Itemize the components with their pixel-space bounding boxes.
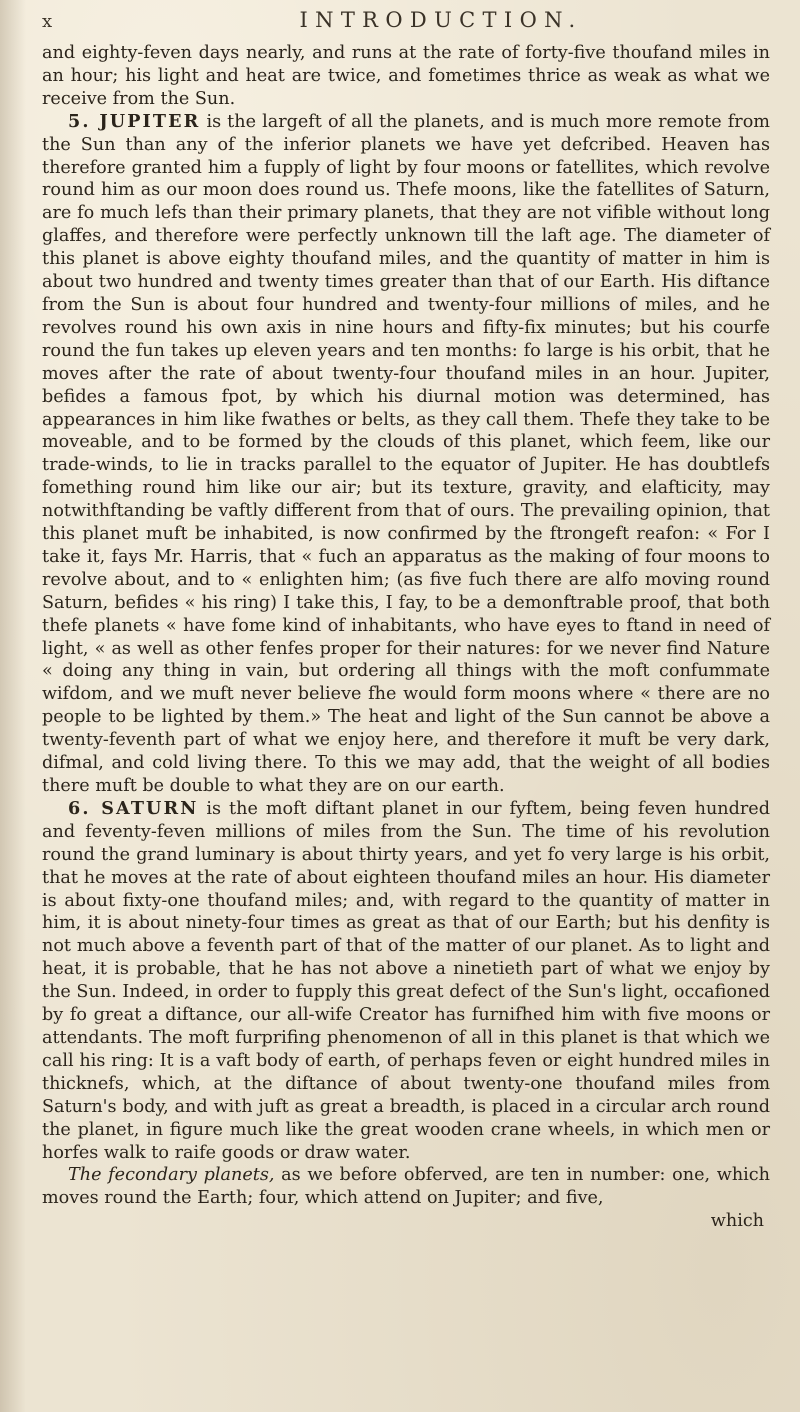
paragraph-saturn	[42, 798, 770, 1165]
section-heading-saturn: 6. SATURN	[68, 797, 199, 819]
page-edge-shadow	[0, 0, 26, 1412]
running-title: INTRODUCTION.	[299, 8, 583, 32]
body-text	[42, 42, 770, 1210]
paragraph-text: as we before obferved, are ten in number: one, which moves round the Earth; four, which attend on Jupiter; and five,	[42, 1165, 770, 1209]
italic-lead: The fecondary planets,	[68, 1165, 275, 1186]
paragraph-secondary-planets	[42, 1164, 770, 1210]
paragraph-text: is the largeft of all the planets, and is much more remote from the Sun than any of the inferior planets we have yet defcribed. Heaven has therefore granted him a fupply of light by four moons or fatellites, which revolve round him as our moon does round us. Thefe moons, like the fatellites of Saturn, are fo much lefs than their primary planets, that they are not vifible without long glaffes, and therefore were perfectly unknown till the laft age. The diameter of this planet is above eighty thoufand miles, and the quantity of matter in him is about two hundred and twenty times greater than that of our Earth. His diftance from the Sun is about four hundred and twenty-four millions of miles, and he revolves round his own axis in nine hours and fifty-fix minutes; but his courfe round the fun takes up eleven years and ten months: fo large is his orbit, that he moves after the rate of about twenty-four thoufand miles in an hour. Jupiter, befides a famous fpot, by which his diurnal motion was determined, has appearances in him like fwathes or belts, as they call them. Thefe they take to be moveable, and to be formed by the clouds of this planet, which feem, like our trade-winds, to lie in tracks parallel to the equator of Jupiter. He has doubtlefs fomething round him like our air; but its texture, gravity, and elafticity, may notwithftanding be vaftly different from that of ours. The prevailing opinion, that this planet muft be inhabited, is now confirmed by the ftrongeft reafon: « For I take it, fays Mr. Harris, that « fuch an apparatus as the making of four moons to revolve about, and to « enlighten him; (as five fuch there are alfo moving round Saturn, befides « his ring) I take this, I fay, to be a demonftrable proof, that both thefe planets « have fome kind of inhabitants, who have eyes to ftand in need of light, « as well as other fenfes proper for their natures: for we never find Nature « doing any thing in vain, but ordering all things with the moft confummate wifdom, and we muft never believe fhe would form moons where « there are no people to be lighted by them.» The heat and light of the Sun cannot be above a twenty-feventh part of what we enjoy here, and therefore it muft be very dark, difmal, and cold living there. To this we may add, that the weight of all bodies there muft be double to what they are on our earth.	[42, 111, 770, 796]
paragraph-continuation	[42, 42, 770, 111]
page-number: x	[42, 11, 53, 32]
page-header	[42, 8, 770, 42]
catchword: which	[710, 1211, 764, 1232]
paragraph-text: and eighty-feven days nearly, and runs at the rate of forty-five thoufand miles in an hour; his light and heat are twice, and fometimes thrice as weak as what we receive from the Sun.	[42, 43, 770, 109]
paragraph-jupiter	[42, 111, 770, 798]
paragraph-text: is the moft diftant planet in our fyftem, being feven hundred and feventy-feven millions of miles from the Sun. The time of his revolution round the grand luminary is about thirty years, and yet fo very large is his orbit, that he moves at the rate of about eighteen thoufand miles an hour. His diameter is about fixty-one thoufand miles; and, with regard to the quantity of matter in him, it is about ninety-four times as great as that of our Earth; but his denfity is not much above a feventh part of that of the matter of our planet. As to light and heat, it is probable, that he has not above a ninetieth part of what we enjoy by the Sun. Indeed, in order to fupply this great defect of the Sun's light, occafioned by fo great a diftance, our all-wife Creator has furnifhed him with five moons or attendants. The moft furprifing phenomenon of all in this planet is that which we call his ring: It is a vaft body of earth, of perhaps feven or eight hundred miles in thicknefs, which, at the diftance of about twenty-one thoufand miles from Saturn's body, and with juft as great a breadth, is placed in a circular arch round the planet, in figure much like the great wooden crane wheels, in which men or horfes walk to raife goods or draw water.	[42, 798, 770, 1163]
section-heading-jupiter: 5. JUPITER	[68, 110, 201, 132]
